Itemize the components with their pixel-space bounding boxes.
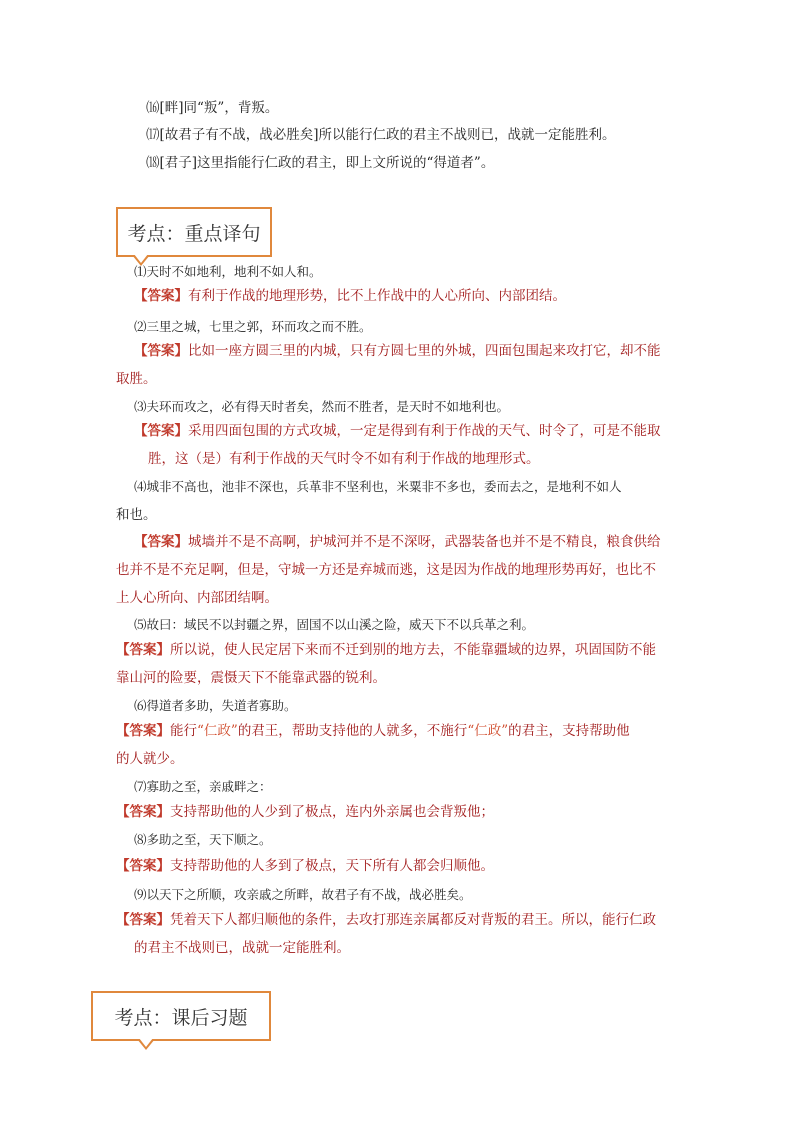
question-7: ⑺寡助之至，亲戚畔之： [134, 779, 272, 794]
answer-tag: 【答案】 [134, 343, 188, 359]
answer-3: 【答案】采用四面包围的方式攻城，一定是得到有利于作战的天气、时令了，可是不能取 [134, 423, 661, 439]
answer-2-cont: 取胜。 [116, 371, 157, 387]
answer-tag: 【答案】 [134, 534, 188, 550]
answer-8: 【答案】支持帮助他的人多到了极点，天下所有人都会归顺他。 [116, 858, 494, 874]
answer-9-cont: 的君主不战则已，战就一定能胜利。 [134, 940, 350, 956]
answer-2: 【答案】比如一座方圆三里的内城，只有方圆七里的外城，四面包围起来攻打它，却不能 [134, 343, 661, 359]
answer-tag: 【答案】 [134, 288, 188, 304]
answer-6-cont: 的人就少。 [116, 751, 184, 767]
question-4: ⑷城非不高也，池非不深也，兵革非不坚利也，米粟非不多也，委而去之，是地利不如人 [134, 479, 622, 494]
section-title: 考点：课后习题 [114, 1006, 248, 1029]
question-8: ⑻多助之至，天下顺之。 [134, 832, 272, 847]
answer-6: 【答案】能行“仁政”的君王，帮助支持他的人就多，不施行“仁政”的君主，支持帮助他 [116, 723, 630, 739]
question-9: ⑼以天下之所顺，攻亲戚之所畔，故君子有不战，战必胜矣。 [134, 887, 472, 902]
answer-tag: 【答案】 [116, 858, 170, 874]
answer-tag: 【答案】 [116, 642, 170, 658]
answer-tag: 【答案】 [134, 423, 188, 439]
section-box-exercises [91, 991, 271, 1041]
answer-tag: 【答案】 [116, 723, 170, 739]
question-5: ⑸故曰：域民不以封疆之界，固国不以山溪之险，威天下不以兵革之利。 [134, 617, 535, 632]
answer-5-cont: 靠山河的险要，震慑天下不能靠武器的锐利。 [116, 670, 386, 686]
answer-7: 【答案】支持帮助他的人少到了极点，连内外亲属也会背叛他； [116, 804, 494, 820]
question-1: ⑴天时不如地利，地利不如人和。 [134, 264, 322, 279]
question-6: ⑹得道者多助，失道者寡助。 [134, 698, 297, 713]
question-4-cont: 和也。 [116, 507, 157, 523]
answer-5: 【答案】所以说，使人民定居下来而不迁到别的地方去，不能靠疆域的边界，巩固国防不能 [116, 642, 656, 658]
answer-4-cont2: 上人心所向、内部团结啊。 [116, 590, 278, 606]
answer-3-cont: 胜，这（是）有利于作战的天气时令不如有利于作战的地理形式。 [148, 451, 540, 467]
question-3: ⑶夫环而攻之，必有得天时者矣，然而不胜者，是天时不如地利也。 [134, 399, 510, 414]
answer-9: 【答案】凭着天下人都归顺他的条件，去攻打那连亲属都反对背叛的君王。所以，能行仁政 [116, 912, 656, 928]
answer-4: 【答案】城墙并不是不高啊，护城河并不是不深呀，武器装备也并不是不精良，粮食供给 [134, 534, 661, 550]
answer-tag: 【答案】 [116, 804, 170, 820]
answer-4-cont1: 也并不是不充足啊，但是，守城一方还是弃城而逃，这是因为作战的地理形势再好，也比不 [116, 562, 656, 578]
section-box-key-sentences [116, 207, 272, 257]
answer-1: 【答案】有利于作战的地理形势，比不上作战中的人心所向、内部团结。 [134, 288, 566, 304]
section-title: 考点：重点译句 [127, 222, 261, 245]
question-2: ⑵三里之城，七里之郭，环而攻之而不胜。 [134, 319, 372, 334]
answer-tag: 【答案】 [116, 912, 170, 928]
note-16: ⒃[畔]同“叛”，背叛。 [146, 100, 279, 116]
note-18: ⒅[君子]这里指能行仁政的君主，即上文所说的“得道者”。 [146, 155, 495, 171]
note-17: ⒄[故君子有不战，战必胜矣]所以能行仁政的君主不战则已，战就一定能胜利。 [146, 127, 616, 143]
